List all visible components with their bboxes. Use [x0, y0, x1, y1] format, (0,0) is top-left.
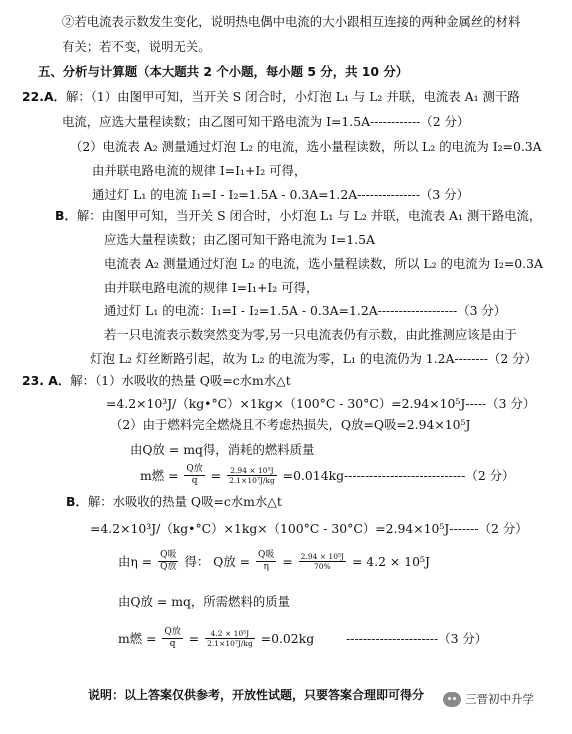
- fraction: [227, 466, 277, 485]
- fraction: [158, 550, 178, 573]
- text-line: 有关；若不变，说明无关。: [62, 39, 211, 54]
- score-marker: ----------------------（3 分）: [346, 630, 488, 646]
- numerator: 2.94 × 10⁵J: [227, 466, 277, 476]
- numerator: Q吸: [257, 550, 275, 560]
- numerator: Q吸: [160, 550, 177, 560]
- fraction: [162, 627, 182, 650]
- text-line: （2）电流表 A₂ 测量通过灯泡 L₂ 的电流，选小量程读数，所以 L₂ 的电流为 I₂=0.3A: [70, 139, 542, 154]
- text-line: 灯泡 L₂ 灯丝断路引起，故为 L₂ 的电流为零，L₁ 的电流仍为 1.2A--------（2 分）: [90, 351, 537, 366]
- question-number: B．: [66, 494, 88, 509]
- answer-text: 解：（1）水吸收的热量 Q吸=c水m水△t: [70, 373, 291, 388]
- text-line: 若一只电流表示数突然变为零,另一只电流表仍有示数，由此推测应该是由于: [104, 327, 517, 342]
- text-line: 通过灯 L₁ 的电流 I₁=I - I₂=1.5A - 0.3A=1.2A---------------（3 分）: [92, 187, 470, 202]
- formula-text: 得： Q放 =: [184, 553, 251, 569]
- numerator: Q放: [164, 627, 181, 637]
- text-line: =4.2×10³J/（kg•°C）×1kg×（100°C - 30°C）=2.94×10⁵J-----（3 分）: [106, 396, 536, 411]
- formula-line: [118, 621, 487, 656]
- numerator: 4.2 × 10⁵J: [205, 629, 255, 639]
- denominator: q: [169, 639, 176, 649]
- formula-line: [118, 544, 430, 579]
- text-line: [55, 208, 541, 224]
- question-number: B．: [55, 208, 77, 223]
- fraction: [256, 550, 276, 573]
- text-line: =4.2×10³J/（kg•°C）×1kg×（100°C - 30°C）=2.94×10⁵J-------（2 分）: [90, 521, 528, 536]
- text-line: 电流，应选大量程读数；由乙图可知干路电流为 I=1.5A------------（2 分）: [62, 114, 470, 129]
- text-line: 通过灯 L₁ 的电流：I₁=I - I₂=1.5A - 0.3A=1.2A-------------------（3 分）: [104, 303, 507, 318]
- equals-sign: =: [282, 553, 293, 569]
- equals-sign: =: [210, 467, 222, 483]
- formula-lhs: m燃 =: [118, 630, 157, 646]
- denominator: η: [263, 562, 269, 572]
- formula-lhs: m燃 =: [140, 467, 179, 483]
- denominator: 2.1×10⁷J/kg: [207, 639, 253, 648]
- denominator: 2.1×10⁷J/kg: [229, 476, 275, 485]
- watermark: [440, 688, 537, 710]
- text-line: 由并联电路电流的规律 I=I₁+I₂ 可得，: [104, 280, 319, 295]
- formula-result: =0.02kg: [260, 630, 315, 646]
- text-line: （2）由于燃料完全燃烧且不考虑热损失，Q放=Q吸=2.94×10⁵J: [110, 417, 471, 432]
- wechat-icon: [443, 692, 461, 707]
- text-line: 由Q放 = mq得，消耗的燃料质量: [130, 442, 315, 457]
- footnote: 说明：以上答案仅供参考，开放性试题，只要答案合理即可得分: [88, 688, 425, 702]
- watermark-text: 三晋初中升学: [465, 692, 534, 706]
- numerator: 2.94 × 10⁵J: [300, 552, 344, 561]
- text-line: ②若电流表示数发生变化，说明热电偶中电流的大小跟相互连接的两种金属丝的材料: [62, 14, 521, 29]
- denominator: q: [191, 476, 198, 486]
- formula-line: [140, 460, 514, 491]
- denominator: Q放: [160, 562, 177, 572]
- answer-text: 解：（1）由图甲可知，当开关 S 闭合时，小灯泡 L₁ 与 L₂ 并联，电流表 A₁ 测干路: [65, 89, 520, 104]
- fraction: [299, 552, 346, 571]
- answer-text: 解：由图甲可知，当开关 S 闭合时，小灯泡 L₁ 与 L₂ 并联，电流表 A₁ 测干路电流，: [76, 208, 542, 223]
- formula-result: =0.014kg-----------------------------（2 分）: [282, 467, 515, 483]
- text-line: [66, 494, 282, 510]
- question-number: 22.A．: [22, 89, 66, 104]
- answer-text: 解：水吸收的热量 Q吸=c水m水△t: [87, 494, 282, 509]
- fraction: [184, 464, 204, 487]
- denominator: 70%: [313, 562, 331, 571]
- fraction: [205, 629, 255, 648]
- text-line: [22, 373, 291, 389]
- text-line: 由并联电路电流的规律 I=I₁+I₂ 可得，: [92, 163, 307, 178]
- formula-result: = 4.2 × 10⁵J: [351, 553, 430, 569]
- question-number: 23. A．: [22, 373, 71, 388]
- numerator: Q放: [186, 464, 203, 474]
- text-line: 应选大量程读数；由乙图可知干路电流为 I=1.5A: [104, 232, 375, 247]
- equals-sign: =: [188, 630, 200, 646]
- text-line: 电流表 A₂ 测量通过灯泡 L₂ 的电流，选小量程读数，所以 L₂ 的电流为 I₂=0.3A: [104, 256, 543, 271]
- formula-lhs: 由η =: [118, 553, 153, 569]
- text-line: [22, 89, 520, 105]
- text-line: 由Q放 = mq，所需燃料的质量: [118, 594, 291, 609]
- section-heading: 五、分析与计算题（本大题共 2 个小题，每小题 5 分，共 10 分）: [38, 64, 409, 79]
